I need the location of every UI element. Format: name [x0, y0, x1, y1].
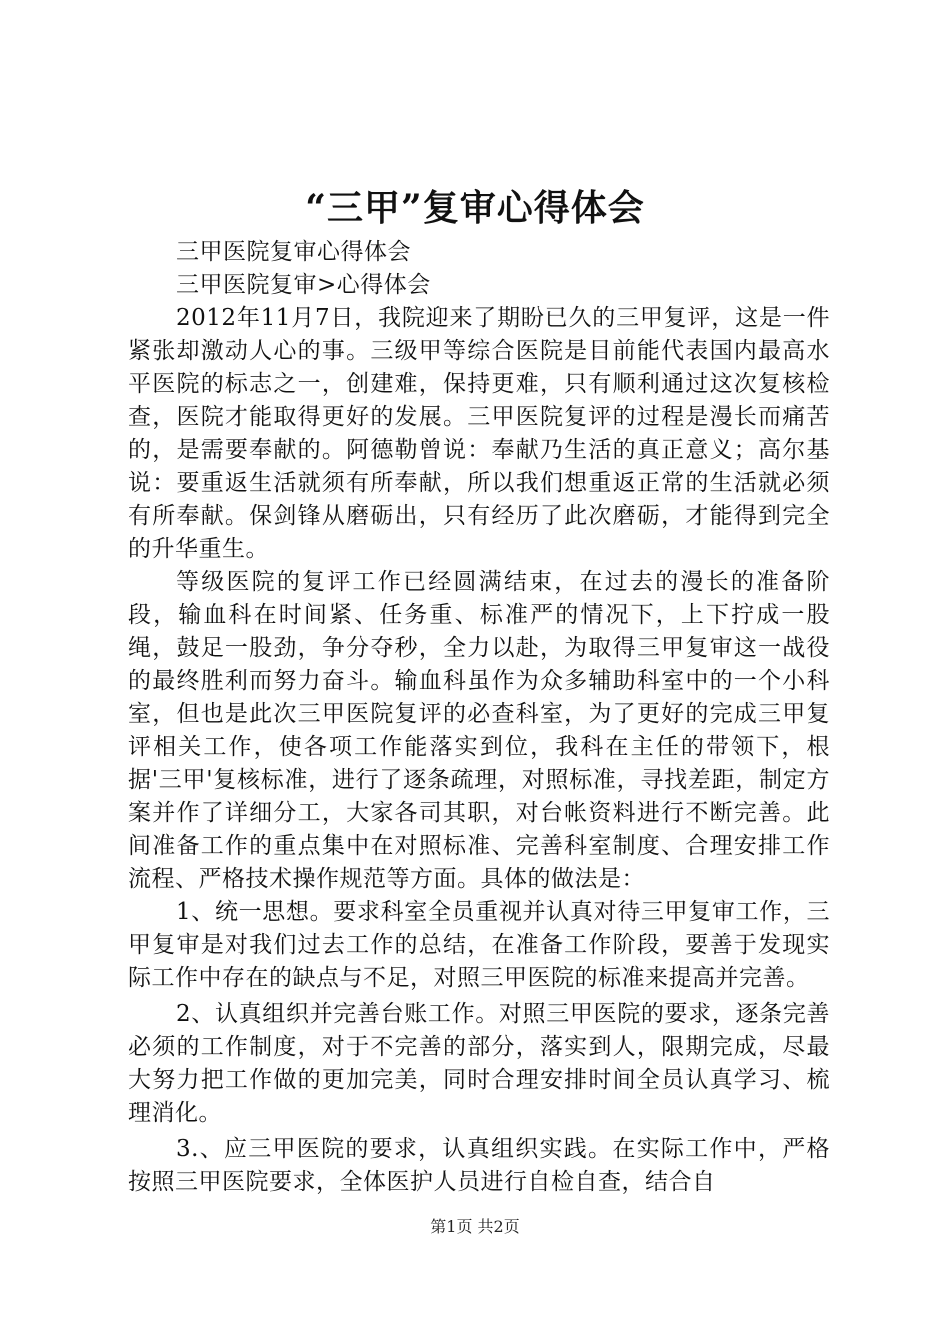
paragraph-preparation: 等级医院的复评工作已经圆满结束，在过去的漫长的准备阶段，输血科在时间紧、任务重、标准严的情况下，上下拧成一股绳，鼓足一股劲，争分夺秒，全力以赴，为取得三甲复审这一战役的最终胜利而努力奋斗。输血科虽作为众多辅助科室中的一个小科室，但也是此次三甲医院复评的必查科室，为了更好的完成三甲复评相关工作，使各项工作能落实到位，我科在主任的带领下，根据'三甲'复核标准，进行了逐条疏理，对照标准，寻找差距，制定方案并作了详细分工，大家各司其职，对台帐资料进行不断完善。此间准备工作的重点集中在对照标准、完善科室制度、合理安排工作流程、严格技术操作规范等方面。具体的做法是：: [128, 569, 830, 892]
paragraph-item-3: 3.、应三甲医院的要求，认真组织实践。在实际工作中，严格按照三甲医院要求，全体医护人员进行自检自查，结合自: [128, 1136, 830, 1195]
document-body: [128, 236, 830, 1199]
paragraph-item-2: 2、认真组织并完善台账工作。对照三甲医院的要求，逐条完善必须的工作制度，对于不完善的部分，落实到人，限期完成，尽最大努力把工作做的更加完美，同时合理安排时间全员认真学习、梳理消化。: [128, 1001, 830, 1126]
document-title: “三甲”复审心得体会: [305, 187, 645, 229]
subheading-1: 三甲医院复审心得体会: [176, 239, 411, 265]
page-footer: 第1页 共2页: [430, 1217, 520, 1236]
subheading-2: 三甲医院复审>心得体会: [176, 272, 431, 298]
paragraph-item-1: 1、统一思想。要求科室全员重视并认真对待三甲复审工作，三甲复审是对我们过去工作的总结，在准备工作阶段，要善于发现实际工作中存在的缺点与不足，对照三甲医院的标准来提高并完善。: [128, 899, 830, 991]
paragraph-intro: 2012年11月7日，我院迎来了期盼已久的三甲复评，这是一件紧张却激动人心的事。三级甲等综合医院是目前能代表国内最高水平医院的标志之一，创建难，保持更难，只有顺利通过这次复核检查，医院才能取得更好的发展。三甲医院复评的过程是漫长而痛苦的，是需要奉献的。阿德勒曾说：奉献乃生活的真正意义；高尔基说：要重返生活就须有所奉献，所以我们想重返正常的生活就必须有所奉献。保剑锋从磨砺出，只有经历了此次磨砺，才能得到完全的升华重生。: [128, 305, 830, 562]
